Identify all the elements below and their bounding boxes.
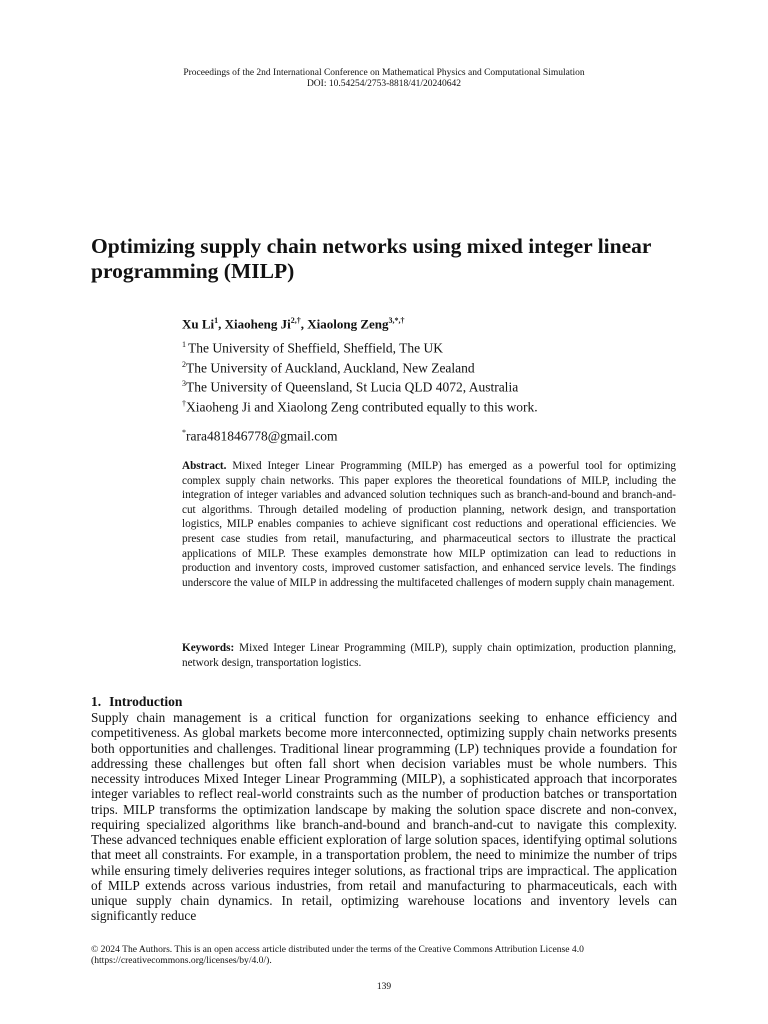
section-number: 1. [91, 694, 102, 709]
affiliation [182, 376, 538, 396]
paper-title: Optimizing supply chain networks using mixed integer linear programming (MILP) [91, 234, 652, 283]
license-footnote: © 2024 The Authors. This is an open access article distributed under the terms of the Creative Commons Attribution License 4.0 (https://creativecommons.org/licenses/by/4.0/). [91, 944, 584, 966]
author-affiliation-marker: 3,*,† [388, 316, 405, 325]
abstract-text: Mixed Integer Linear Programming (MILP) has emerged as a powerful tool for optimizing complex supply chain networks. This paper explores the theoretical foundations of MILP, including the integration of integer variables and advanced solution techniques such as branch-and-bound and branch-and-cut algorithms. Through detailed modeling of production planning, network design, and transportation logistics, MILP enables companies to achieve significant cost reductions and operational efficiencies. We present case studies from retail, manufacturing, and pharmaceutical sectors to illustrate the practical applications of MILP. These examples demonstrate how MILP optimization can lead to reductions in production and inventory costs, improved customer satisfaction, and enhanced service levels. The findings underscore the value of MILP in addressing the multifaceted challenges of modern supply chain management. [182, 460, 676, 589]
abstract [182, 459, 676, 590]
keywords-text: Mixed Integer Linear Programming (MILP), supply chain optimization, production planning, network design, transportation logistics. [182, 642, 676, 669]
affiliation-marker: † [182, 398, 186, 408]
affiliation [182, 337, 538, 357]
introduction-body: Supply chain management is a critical function for organizations seeking to enhance efficiency and competitiveness. As global markets become more interconnected, optimizing supply chain networks presents both opportunities and challenges. Traditional linear programming (LP) techniques provide a foundation for addressing these challenges but often fall short when decision variables must be whole numbers. This necessity introduces Mixed Integer Linear Programming (MILP), a sophisticated approach that incorporates integer variables to reflect real-world constraints such as the number of production batches or transportation trips. MILP transforms the optimization landscape by making the solution space discrete and non-convex, requiring specialized algorithms like branch-and-bound and branch-and-cut to navigate this complexity. These advanced techniques enable efficient exploration of large solution spaces, identifying optimal solutions that meet all constraints. For example, in a transportation problem, the need to minimize the number of trips while ensuring timely deliveries requires integer solutions, as fractional trips are impractical. The application of MILP extends across various industries, from retail and manufacturing to pharmaceuticals, each with unique supply chain dynamics. In retail, optimizing warehouse locations and inventory levels can significantly reduce [91, 710, 677, 924]
affiliation-text: The University of Auckland, Auckland, New Zealand [186, 360, 475, 375]
email-address[interactable]: rara481846778@gmail.com [186, 428, 338, 444]
equal-contribution-note [182, 396, 538, 416]
corresponding-marker: * [182, 428, 186, 437]
affiliation-marker: 3 [182, 379, 186, 388]
page-number: 139 [376, 982, 392, 992]
section-heading [91, 694, 190, 710]
author-separator: , [218, 316, 225, 332]
affiliation-marker: 1 [182, 340, 188, 349]
keywords-label: Keywords: [182, 642, 235, 654]
keywords [182, 641, 676, 670]
corresponding-email [182, 428, 338, 445]
affiliation-text: The University of Queensland, St Lucia QLD 4072, Australia [186, 379, 519, 395]
affiliation-list [182, 337, 538, 415]
affiliation [182, 357, 538, 377]
running-header [0, 68, 768, 90]
affiliation-marker: 2 [182, 359, 186, 369]
author-list [182, 316, 405, 332]
author-separator: , [300, 316, 308, 332]
abstract-label: Abstract. [182, 460, 227, 472]
affiliation-text: Xiaoheng Ji and Xiaolong Zeng contributed equally to this work. [186, 399, 538, 414]
proceedings-line: Proceedings of the 2nd International Conference on Mathematical Physics and Computational Simulation [183, 68, 585, 78]
author-affiliation-marker: 1 [214, 316, 219, 325]
author-affiliation-marker: 2,† [290, 316, 301, 325]
section-title: Introduction [109, 694, 183, 709]
author-name: Xiaolong Zeng [307, 316, 389, 332]
affiliation-text: The University of Sheffield, Sheffield, The UK [188, 340, 443, 356]
author-name: Xu Li [182, 316, 215, 332]
doi-line: DOI: 10.54254/2753-8818/41/20240642 [306, 79, 462, 89]
author-name: Xiaoheng Ji [224, 316, 291, 332]
